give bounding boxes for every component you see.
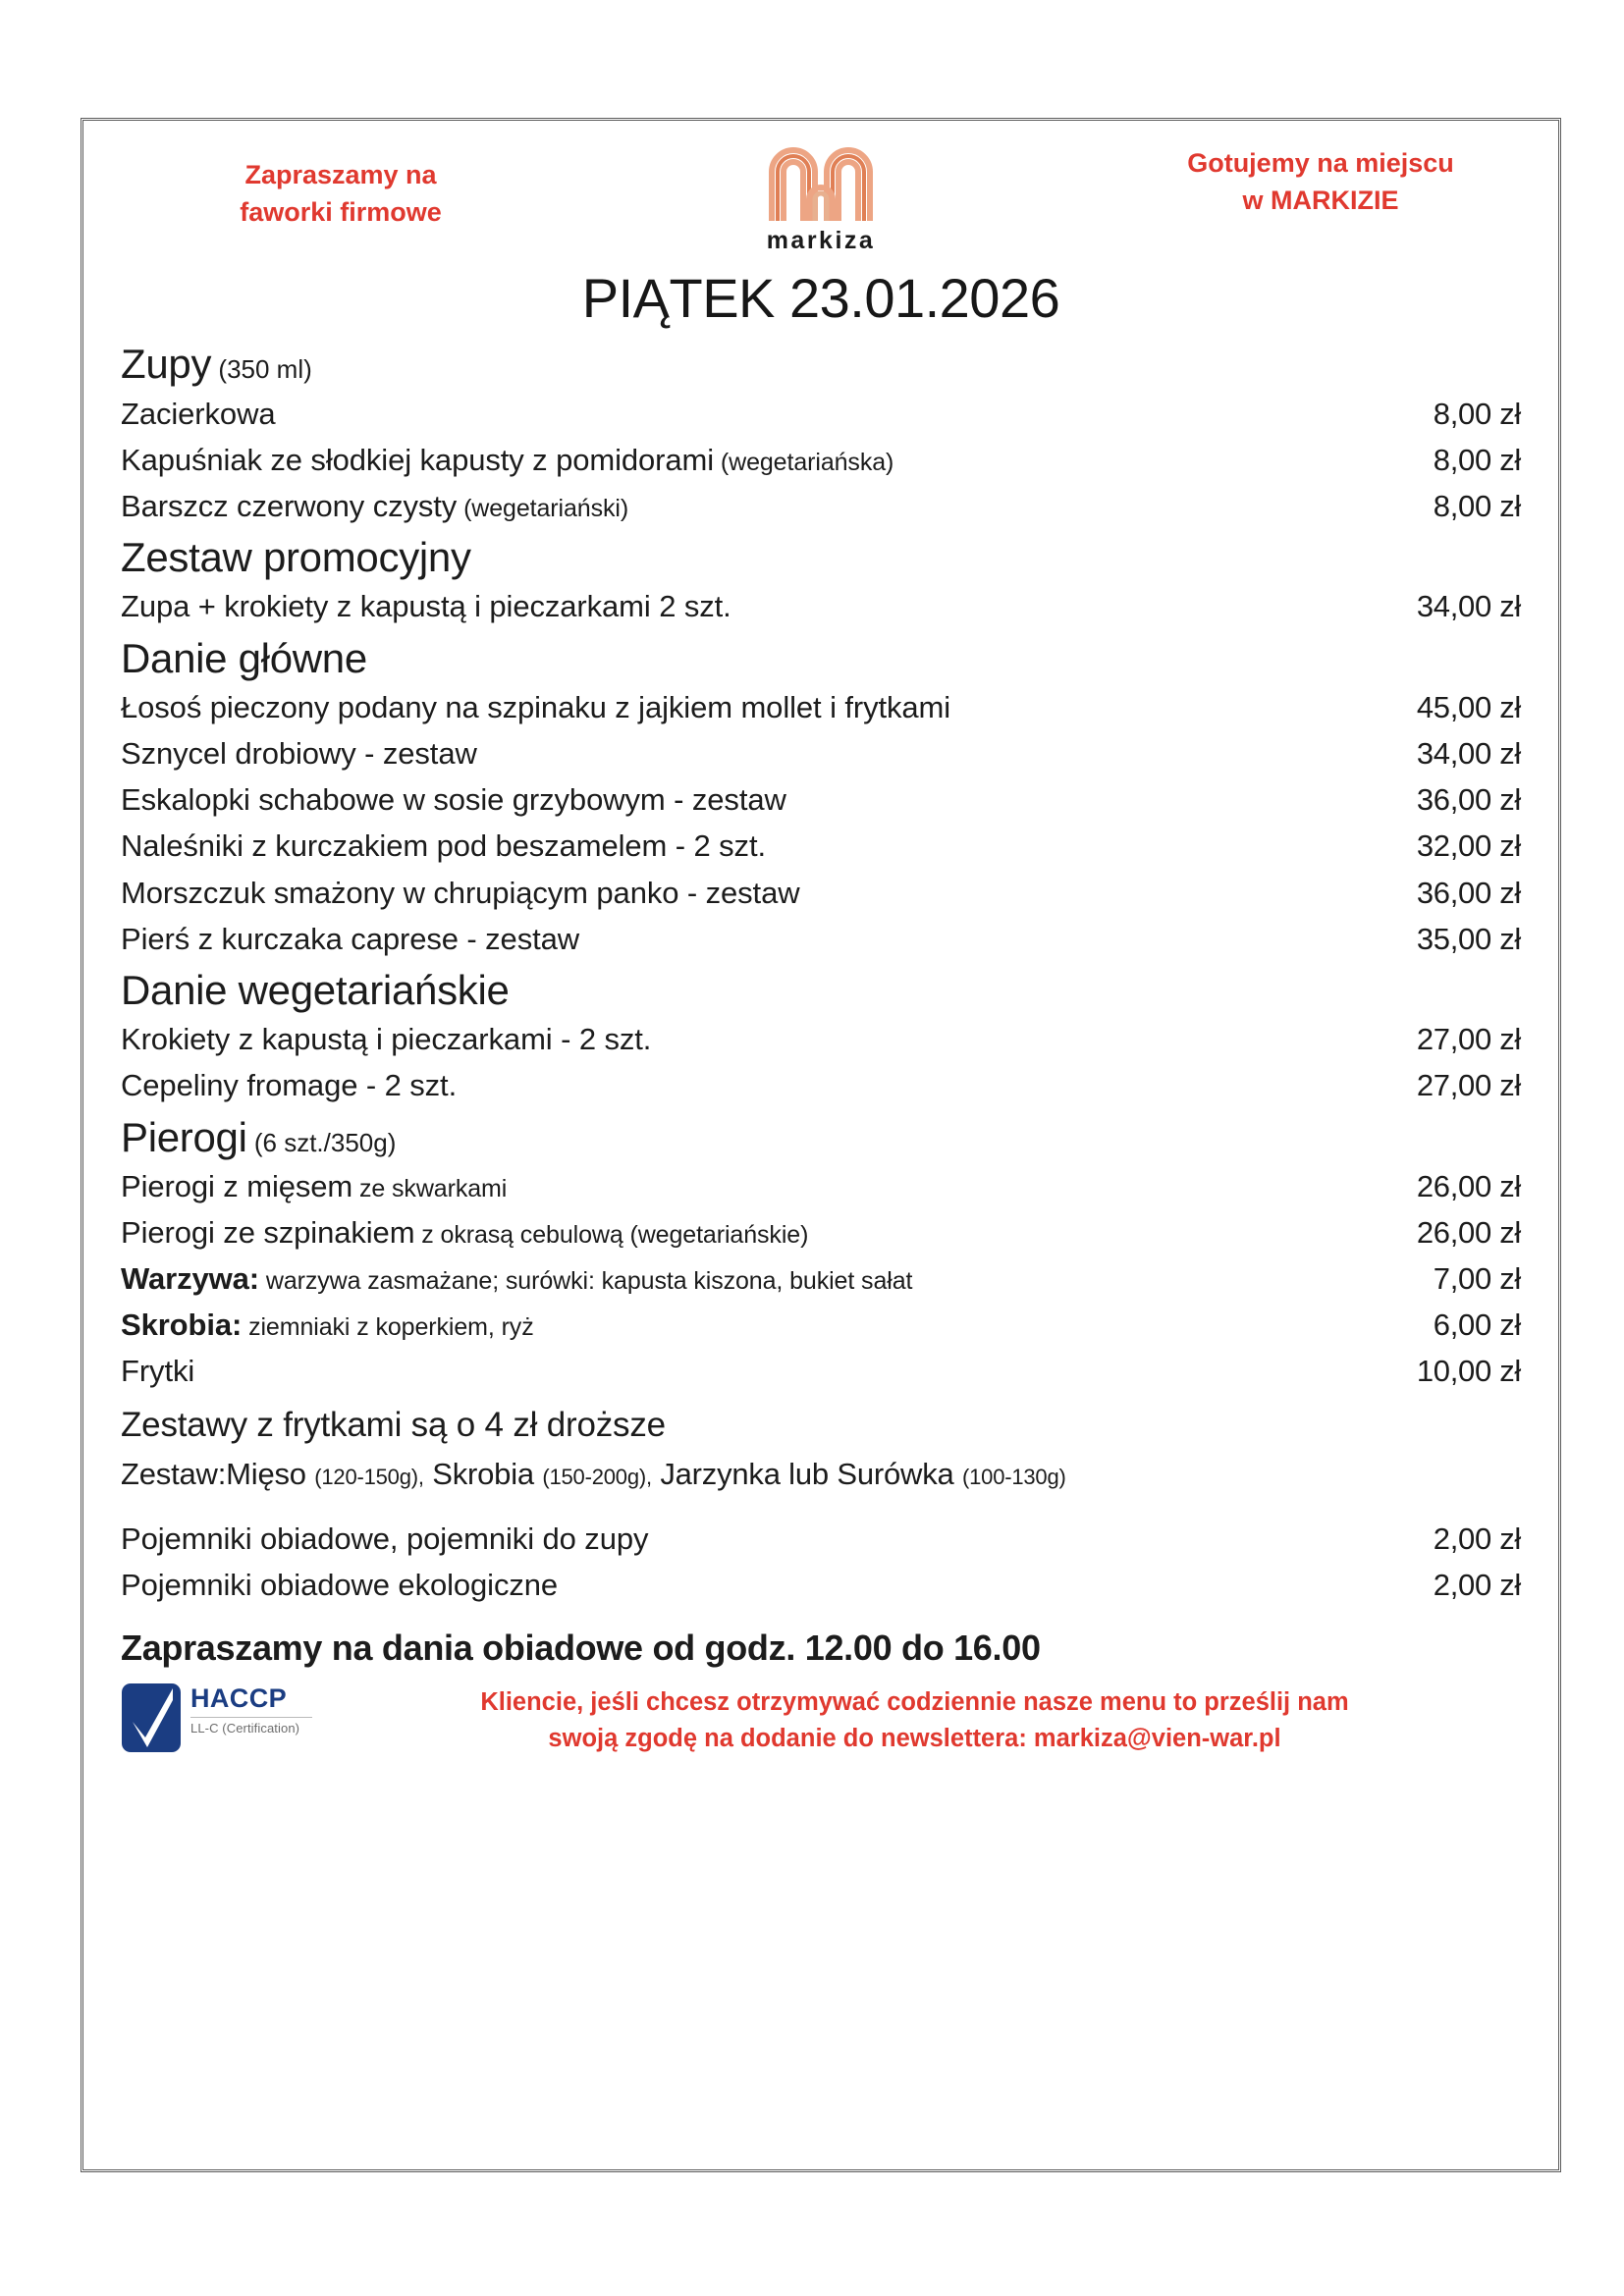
section-title: Danie wegetariańskie xyxy=(121,966,510,1013)
menu-sections xyxy=(121,340,1521,1395)
menu-item-title: Krokiety z kapustą i pieczarkami - 2 szt. xyxy=(121,1022,652,1057)
menu-item-name xyxy=(121,483,1334,529)
menu-item-price: 10,00 zł xyxy=(1416,1354,1521,1389)
menu-item-row xyxy=(121,1302,1521,1348)
menu-item-price: 36,00 zł xyxy=(1416,875,1521,910)
menu-date-title: PIĄTEK 23.01.2026 xyxy=(581,267,1060,329)
menu-item-title: Eskalopki schabowe w sosie grzybowym - zestaw xyxy=(121,782,786,818)
haccp-checkmark-badge-icon xyxy=(121,1682,182,1758)
markiza-arch-m-icon xyxy=(762,138,880,229)
menu-item-name xyxy=(121,1062,1334,1108)
section-heading xyxy=(121,1113,1521,1162)
menu-item-title: Sznycel drobiowy - zestaw xyxy=(121,736,477,772)
menu-item-title: Barszcz czerwony czysty xyxy=(121,488,458,523)
menu-item-name xyxy=(121,1348,1334,1394)
menu-item-title: Zupa + krokiety z kapustą i pieczarkami 2 szt. xyxy=(121,589,731,624)
menu-item-price: 27,00 zł xyxy=(1416,1068,1521,1103)
menu-item-title: Zacierkowa xyxy=(121,396,276,431)
container-option-row xyxy=(121,1516,1521,1562)
menu-item-name xyxy=(121,1016,1334,1062)
menu-item-price: 45,00 zł xyxy=(1416,690,1521,725)
container-option-price: 2,00 zł xyxy=(1433,1567,1521,1602)
container-option-row xyxy=(121,1562,1521,1608)
menu-item-title: Pierogi ze szpinakiem xyxy=(121,1215,415,1251)
section-title: Zupy xyxy=(121,341,212,387)
menu-item-description: ze skwarkami xyxy=(352,1175,508,1203)
menu-page-content xyxy=(83,121,1558,2169)
menu-item-name xyxy=(121,1209,1334,1255)
menu-item-price: 26,00 zł xyxy=(1416,1215,1521,1251)
menu-item-title: Pierogi z mięsem xyxy=(121,1169,353,1204)
menu-item-row xyxy=(121,483,1521,529)
menu-item-row xyxy=(121,1163,1521,1209)
haccp-text xyxy=(190,1682,312,1735)
menu-item-price: 35,00 zł xyxy=(1416,921,1521,956)
menu-item-price: 26,00 zł xyxy=(1416,1169,1521,1204)
menu-item-title: Morszczuk smażony w chrupiącym panko - zestaw xyxy=(121,875,800,910)
section-title: Danie główne xyxy=(121,634,367,681)
menu-item-row xyxy=(121,730,1521,776)
menu-item-description: (wegetariański) xyxy=(457,494,629,522)
set-weight-3: (100-130g) xyxy=(962,1465,1066,1490)
menu-item-description: z okrasą cebulową (wegetariańskie) xyxy=(414,1221,809,1250)
menu-item-name xyxy=(121,776,1334,823)
haccp-subtitle: LL-C (Certification) xyxy=(190,1721,300,1736)
menu-item-name xyxy=(121,437,1334,483)
promo-right-line1: Gotujemy na miejscu xyxy=(1187,148,1454,178)
section-heading xyxy=(121,966,1521,1015)
brand-logo xyxy=(728,138,914,255)
menu-item-row xyxy=(121,1209,1521,1255)
menu-footer xyxy=(121,1679,1521,1758)
promo-left-line1: Zapraszamy na xyxy=(244,160,437,189)
menu-item-row xyxy=(121,583,1521,629)
menu-item-title: Warzywa: xyxy=(121,1261,260,1297)
menu-item-title: Łosoś pieczony podany na szpinaku z jajkiem mollet i frytkami xyxy=(121,690,951,725)
fries-surcharge-note: Zestawy z frytkami są o 4 zł droższe xyxy=(121,1405,666,1444)
menu-item-title: Naleśniki z kurczakiem pod beszamelem - 2 szt. xyxy=(121,828,766,864)
menu-item-name xyxy=(121,684,1334,730)
haccp-certification xyxy=(121,1679,332,1758)
menu-item-description: warzywa zasmażane; surówki: kapusta kiszona, bukiet sałat xyxy=(259,1267,913,1296)
menu-item-row xyxy=(121,1348,1521,1394)
opening-hours-note: Zapraszamy na dania obiadowe od godz. 12.00 do 16.00 xyxy=(121,1628,1041,1669)
set-composition-note xyxy=(121,1452,1521,1498)
menu-item-row xyxy=(121,870,1521,916)
menu-item-row xyxy=(121,1062,1521,1108)
menu-item-description: (wegetariańska) xyxy=(714,448,894,476)
menu-page-frame xyxy=(81,118,1561,2172)
promo-right-text xyxy=(1144,144,1497,220)
set-weight-2: (150-200g), xyxy=(542,1465,652,1490)
menu-item-price: 6,00 zł xyxy=(1433,1308,1521,1343)
menu-item-price: 34,00 zł xyxy=(1416,589,1521,624)
menu-item-name xyxy=(121,1302,1334,1348)
menu-item-row xyxy=(121,1016,1521,1062)
section-title: Zestaw promocyjny xyxy=(121,533,471,580)
menu-item-row xyxy=(121,823,1521,869)
menu-item-name xyxy=(121,916,1334,962)
haccp-name: HACCP xyxy=(190,1683,288,1714)
menu-item-price: 8,00 zł xyxy=(1433,442,1521,477)
menu-item-name xyxy=(121,823,1334,869)
menu-item-price: 32,00 zł xyxy=(1416,828,1521,864)
haccp-divider xyxy=(190,1717,312,1718)
brand-wordmark: markiza xyxy=(766,227,876,254)
menu-item-name xyxy=(121,1163,1334,1209)
menu-item-row xyxy=(121,437,1521,483)
menu-item-price: 8,00 zł xyxy=(1433,396,1521,431)
newsletter-line2: swoją zgodę na dodanie do newslettera: markiza@vien-war.pl xyxy=(548,1725,1281,1753)
container-option-name: Pojemniki obiadowe, pojemniki do zupy xyxy=(121,1521,649,1556)
menu-item-price: 7,00 zł xyxy=(1433,1261,1521,1297)
menu-item-price: 8,00 zł xyxy=(1433,488,1521,523)
section-portion-note: (6 szt./350g) xyxy=(246,1127,397,1157)
set-label: Zestaw:Mięso xyxy=(121,1457,306,1492)
section-portion-note: (350 ml) xyxy=(211,354,312,384)
set-weight-1: (120-150g), xyxy=(314,1465,424,1490)
menu-item-title: Frytki xyxy=(121,1354,195,1389)
newsletter-invite xyxy=(332,1679,1521,1757)
section-heading xyxy=(121,533,1521,582)
menu-item-title: Kapuśniak ze słodkiej kapusty z pomidorami xyxy=(121,442,715,477)
menu-item-title: Skrobia: xyxy=(121,1308,243,1343)
menu-item-row xyxy=(121,684,1521,730)
menu-header xyxy=(121,134,1521,264)
set-part-2: Skrobia xyxy=(432,1457,534,1492)
spacer xyxy=(121,1498,1521,1516)
menu-item-name xyxy=(121,1255,1334,1302)
menu-item-row xyxy=(121,916,1521,962)
menu-item-name xyxy=(121,870,1334,916)
container-option-name: Pojemniki obiadowe ekologiczne xyxy=(121,1567,559,1602)
promo-left-text xyxy=(193,156,488,232)
menu-item-title: Cepeliny fromage - 2 szt. xyxy=(121,1068,458,1103)
newsletter-line1: Kliencie, jeśli chcesz otrzymywać codziennie nasze menu to prześlij nam xyxy=(480,1688,1349,1717)
menu-item-row xyxy=(121,1255,1521,1302)
promo-right-line2: w MARKIZIE xyxy=(1242,186,1399,216)
section-heading xyxy=(121,634,1521,683)
menu-item-name xyxy=(121,730,1334,776)
set-part-3: Jarzynka lub Surówka xyxy=(660,1457,954,1492)
menu-item-name xyxy=(121,391,1334,437)
container-option-price: 2,00 zł xyxy=(1433,1521,1521,1556)
section-heading xyxy=(121,340,1521,389)
menu-item-row xyxy=(121,776,1521,823)
menu-item-description: ziemniaki z koperkiem, ryż xyxy=(242,1313,534,1342)
menu-item-row xyxy=(121,391,1521,437)
menu-item-price: 36,00 zł xyxy=(1416,782,1521,818)
menu-item-price: 34,00 zł xyxy=(1416,736,1521,772)
section-title: Pierogi xyxy=(121,1113,247,1160)
container-options xyxy=(121,1516,1521,1608)
promo-left-line2: faworki firmowe xyxy=(240,197,442,228)
menu-item-title: Pierś z kurczaka caprese - zestaw xyxy=(121,921,580,956)
menu-item-name xyxy=(121,583,1334,629)
menu-item-price: 27,00 zł xyxy=(1416,1022,1521,1057)
